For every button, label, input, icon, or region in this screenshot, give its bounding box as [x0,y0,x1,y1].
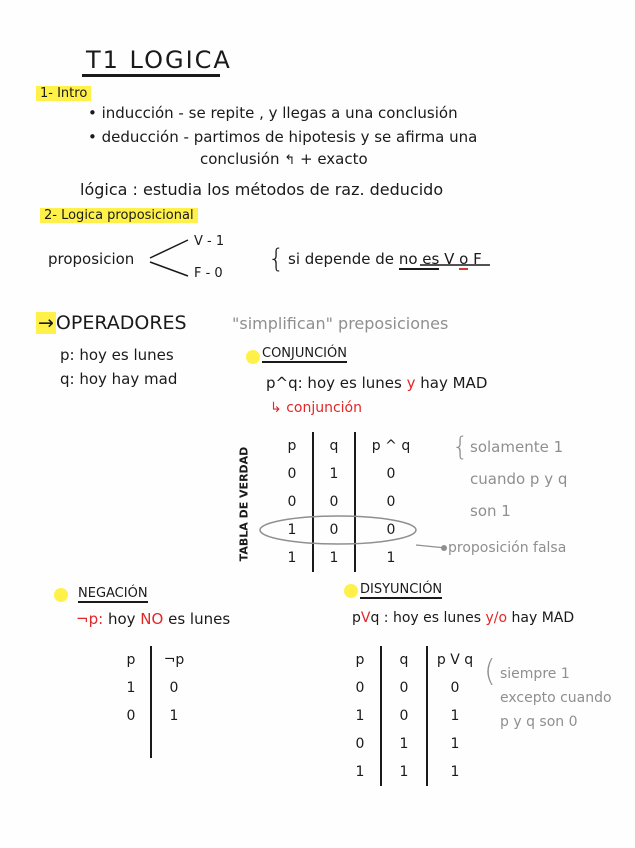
table-row: 0 0 0 [272,488,426,516]
table-row: 0 1 0 [272,460,426,488]
brace-icon: { [268,244,285,274]
section-1-heading: 1- Intro [36,86,91,101]
conjuncion-note-3: son 1 [470,502,511,520]
bullet-deduccion: • deducción - partimos de hipotesis y se afirma una [88,128,478,146]
table-header-cell: p [355,652,365,668]
bullet-induccion: • inducción - se repite , y llegas a una conclusión [88,104,458,122]
v-one: V - 1 [194,234,225,249]
arrow-right-icon: → [38,312,54,334]
disyuncion-note-3: p y q son 0 [500,714,578,730]
disyuncion-note-1: siempre 1 [500,666,570,682]
circled-row [260,516,416,544]
brace-icon: ( [484,654,496,689]
conjuncion-note-2: cuando p y q [470,470,568,488]
negacion-example: ¬p: hoy NO es lunes [76,610,231,628]
proposicion-falsa-label: proposición falsa [448,540,567,556]
table-header-cell: p ^ q [355,432,426,460]
table-row: 0 1 [112,702,196,730]
prop-q: q: hoy hay mad [60,370,178,388]
branch-down-line [150,262,188,276]
proposicion-condition: si depende de no es V o F [288,250,482,268]
curved-arrow-icon: ↳ [270,400,282,416]
proposicion-word: proposicion [48,250,135,268]
operadores-note: "simplifican" preposiciones [232,314,449,333]
table-header-cell: q [313,432,355,460]
table-header-cell: p [287,438,297,454]
operadores-heading: → OPERADORES [38,312,187,334]
table-header-cell: p V q [427,646,482,674]
table-row: 1 1 1 [340,758,482,786]
conjuncion-note-1: solamente 1 [470,438,564,456]
table-row: 0 0 0 [340,674,482,702]
tabla-verdad-label: TABLA DE VERDAD [237,446,251,562]
table-row: 1 1 1 [272,544,426,572]
table-row: 0 1 1 [340,730,482,758]
conjuncion-heading: CONJUNCIÓN [262,346,347,361]
section-2-heading: 2- Logica proposicional [40,208,198,223]
conjuncion-arrow-label: ↳ conjunción [270,400,362,416]
branch-up-line [150,240,188,258]
disyuncion-heading: DISYUNCIÓN [360,582,443,597]
conjuncion-example: p^q: hoy es lunes y hay MAD [266,374,488,392]
table-row: 1 0 0 [272,516,426,544]
brace-icon: { [452,432,469,462]
bullet-deduccion-cont: conclusión ↰ + exacto [200,150,368,168]
arrow-head-icon [441,545,447,551]
f-zero: F - 0 [194,266,223,281]
logica-definition: lógica : estudia los métodos de raz. deducido [80,180,444,199]
disyuncion-note-2: excepto cuando [500,690,612,706]
disyuncion-example: pVq : hoy es lunes y/o hay MAD [352,610,575,626]
page-title: T1 LOGICA [86,46,232,74]
table-header-cell: q [381,646,427,674]
negacion-heading: NEGACIÓN [78,586,148,601]
table-header-cell: ¬p [151,646,196,674]
table-header-cell: p [126,652,136,668]
table-row: 1 0 1 [340,702,482,730]
prop-p: p: hoy es lunes [60,346,174,364]
table-row: 1 0 [112,674,196,702]
